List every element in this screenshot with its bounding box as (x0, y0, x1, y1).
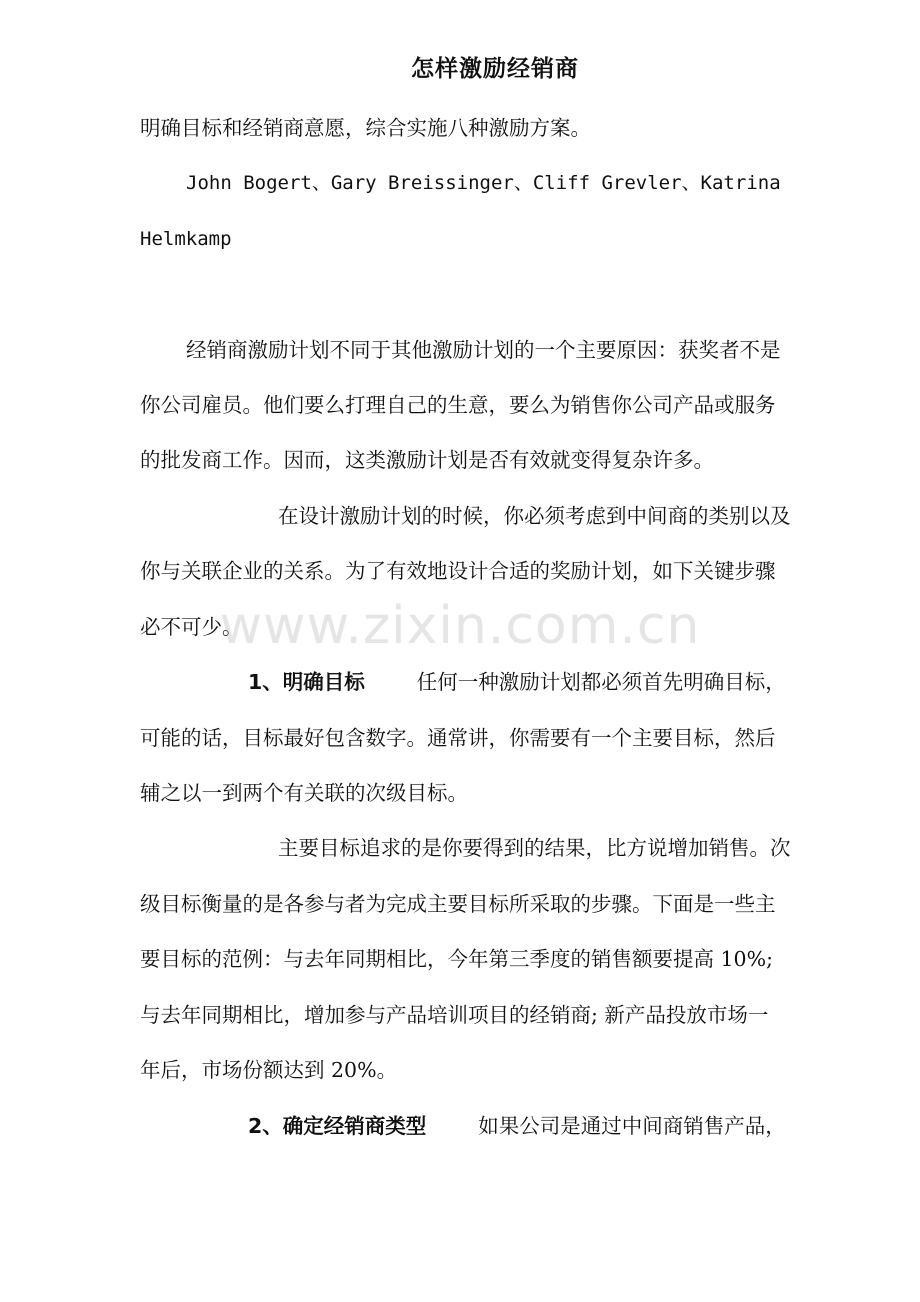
section-1-line-2: 可能的话，目标最好包含数字。通常讲，你需要有一个主要目标，然后 (140, 726, 776, 750)
watermark: www.zixin.com.cn (219, 596, 701, 656)
paragraph-3-line-4: 与去年同期相比，增加参与产品培训项目的经销商; 新产品投放市场一 (140, 1003, 769, 1027)
paragraph-2-line-1: 在设计激励计划的时候，你必须考虑到中间商的类别以及 (278, 504, 791, 528)
section-2-first-line (248, 1112, 786, 1140)
section-2-lead: 如果公司是通过中间商销售产品， (478, 1114, 786, 1138)
subtitle: 明确目标和经销商意愿，综合实施八种激励方案。 (140, 116, 591, 140)
paragraph-3-line-1: 主要目标追求的是你要得到的结果，比方说增加销售。次 (278, 836, 791, 860)
section-2-heading: 2、确定经销商类型 (248, 1114, 427, 1138)
section-1-first-line (248, 668, 786, 696)
paragraph-3-line-3: 要目标的范例：与去年同期相比，今年第三季度的销售额要提高 10%; (140, 947, 773, 971)
paragraph-1-line-3: 的批发商工作。因而，这类激励计划是否有效就变得复杂许多。 (140, 448, 714, 472)
authors-line-2: Helmkamp (140, 228, 232, 250)
paragraph-3-line-5: 年后，市场份额达到 20%。 (140, 1058, 398, 1082)
paragraph-1-line-2: 你公司雇员。他们要么打理自己的生意，要么为销售你公司产品或服务 (140, 393, 776, 417)
document-title: 怎样激励经销商 (411, 56, 579, 82)
authors-line-1: John Bogert、Gary Breissinger、Cliff Grevler、Katrina (186, 172, 781, 194)
section-1-heading: 1、明确目标 (248, 670, 365, 694)
paragraph-2-line-2: 你与关联企业的关系。为了有效地设计合适的奖励计划，如下关键步骤 (140, 559, 776, 583)
paragraph-1-line-1: 经销商激励计划不同于其他激励计划的一个主要原因：获奖者不是 (186, 338, 781, 362)
section-1-lead: 任何一种激励计划都必须首先明确目标， (416, 670, 786, 694)
section-1-line-3: 辅之以一到两个有关联的次级目标。 (140, 781, 468, 805)
paragraph-2-line-3: 必不可少。 (140, 615, 243, 639)
paragraph-3-line-2: 级目标衡量的是各参与者为完成主要目标所采取的步骤。下面是一些主 (140, 892, 776, 916)
